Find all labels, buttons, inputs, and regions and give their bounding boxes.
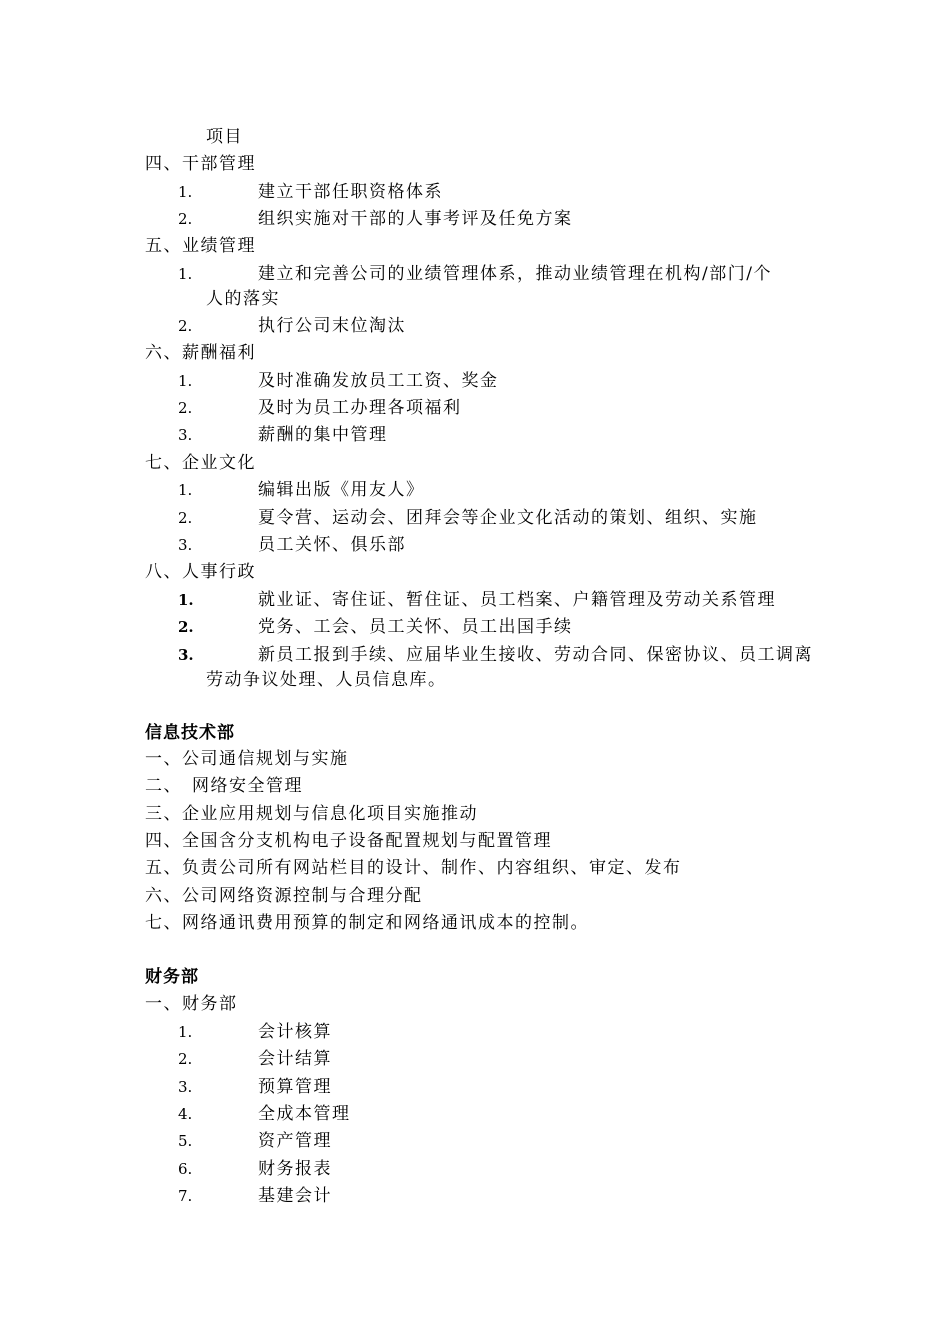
continuation-text: 项目 <box>206 127 243 147</box>
item-number: 1. <box>178 183 193 201</box>
it-item: 六、公司网络资源控制与合理分配 <box>145 886 423 906</box>
item-text: 党务、工会、员工关怀、员工出国手续 <box>258 617 573 637</box>
item-text: 会计核算 <box>258 1022 332 1042</box>
section-title: 五、业绩管理 <box>145 236 256 256</box>
item-number: 2. <box>178 399 193 417</box>
item-text: 建立干部任职资格体系 <box>258 182 443 202</box>
it-item: 二、 网络安全管理 <box>145 776 303 796</box>
item-text-continuation: 人的落实 <box>206 289 280 309</box>
item-number: 4. <box>178 1105 193 1123</box>
item-text: 资产管理 <box>258 1131 332 1151</box>
department-heading: 财务部 <box>145 967 199 987</box>
item-text: 夏令营、运动会、团拜会等企业文化活动的策划、组织、实施 <box>258 508 758 528</box>
it-item: 五、负责公司所有网站栏目的设计、制作、内容组织、审定、发布 <box>145 858 682 878</box>
item-number: 2. <box>178 1050 193 1068</box>
section-title: 七、企业文化 <box>145 453 256 473</box>
item-text: 财务报表 <box>258 1159 332 1179</box>
it-item: 三、企业应用规划与信息化项目实施推动 <box>145 804 478 824</box>
section-title: 八、人事行政 <box>145 562 256 582</box>
department-heading: 信息技术部 <box>145 723 235 743</box>
item-text: 编辑出版《用友人》 <box>258 480 425 500</box>
item-text: 就业证、寄住证、暂住证、员工档案、户籍管理及劳动关系管理 <box>258 590 776 610</box>
item-number: 2. <box>178 618 194 636</box>
item-text: 员工关怀、俱乐部 <box>258 535 406 555</box>
item-number: 3. <box>178 536 193 554</box>
it-item: 一、公司通信规划与实施 <box>145 749 349 769</box>
item-number: 1. <box>178 591 194 609</box>
item-text: 建立和完善公司的业绩管理体系，推动业绩管理在机构/部门/个 <box>258 264 772 284</box>
item-text: 全成本管理 <box>258 1104 351 1124</box>
item-text: 会计结算 <box>258 1049 332 1069</box>
it-item: 七、网络通讯费用预算的制定和网络通讯成本的控制。 <box>145 913 589 933</box>
item-number: 1. <box>178 265 193 283</box>
item-text: 及时准确发放员工工资、奖金 <box>258 371 499 391</box>
item-number: 3. <box>178 426 193 444</box>
item-number: 5. <box>178 1132 193 1150</box>
item-number: 6. <box>178 1160 193 1178</box>
item-number: 2. <box>178 210 193 228</box>
item-text: 组织实施对干部的人事考评及任免方案 <box>258 209 573 229</box>
item-number: 7. <box>178 1187 193 1205</box>
item-text: 预算管理 <box>258 1077 332 1097</box>
item-number: 2. <box>178 509 193 527</box>
section-title: 四、干部管理 <box>145 154 256 174</box>
item-number: 1. <box>178 481 193 499</box>
item-text: 薪酬的集中管理 <box>258 425 388 445</box>
item-text: 基建会计 <box>258 1186 332 1206</box>
section-title: 一、财务部 <box>145 994 238 1014</box>
item-number: 1. <box>178 1023 193 1041</box>
item-number: 2. <box>178 317 193 335</box>
item-text: 及时为员工办理各项福利 <box>258 398 462 418</box>
item-number: 3. <box>178 646 194 664</box>
item-text: 新员工报到手续、应届毕业生接收、劳动合同、保密协议、员工调离 <box>258 645 813 665</box>
item-number: 3. <box>178 1078 193 1096</box>
item-text-continuation: 劳动争议处理、人员信息库。 <box>206 670 447 690</box>
it-item: 四、全国含分支机构电子设备配置规划与配置管理 <box>145 831 552 851</box>
item-number: 1. <box>178 372 193 390</box>
item-text: 执行公司末位淘汰 <box>258 316 406 336</box>
section-title: 六、薪酬福利 <box>145 343 256 363</box>
